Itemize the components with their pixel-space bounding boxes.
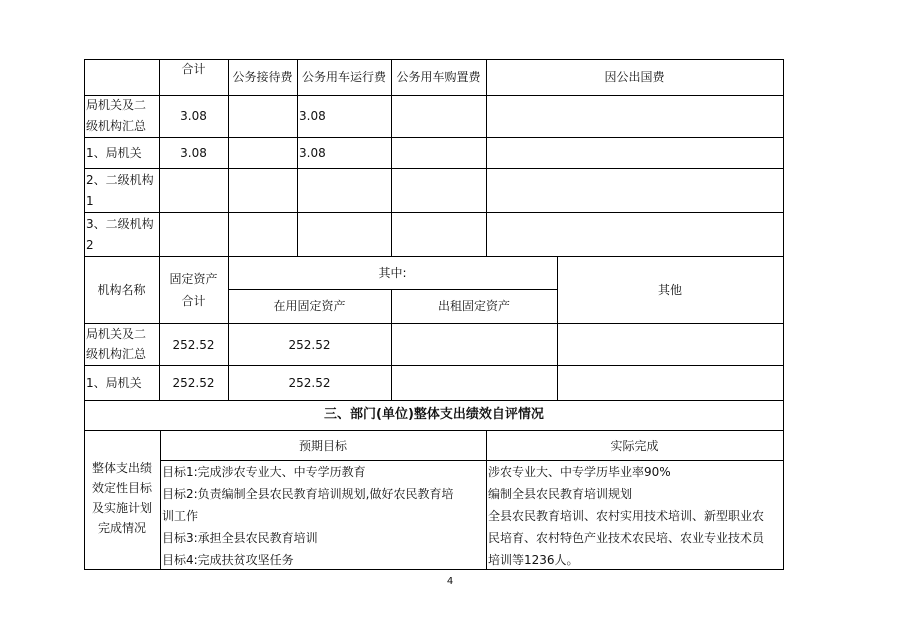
table-line (228, 289, 557, 290)
actual-line: 编制全县农民教育培训规划 (488, 487, 633, 501)
performance-label-line: 整体支出绩 (91, 461, 152, 475)
table-line (391, 59, 392, 256)
rented-header: 出租固定资产 (437, 299, 510, 313)
row-label-line: 级机构汇总 (86, 119, 147, 133)
row-label (86, 170, 159, 212)
row-label-line: 2 (86, 238, 94, 252)
cell-total: 3.08 (180, 109, 207, 123)
row-label: 1、局机关 (86, 146, 142, 160)
table-line (557, 256, 558, 400)
page-number: 4 (446, 576, 454, 587)
header-car-run: 公务用车运行费 (301, 70, 386, 84)
row-label (86, 214, 159, 256)
actual-line: 民培育、农村特色产业技术农民培、农业专业技术员 (488, 531, 765, 545)
row-label-line: 级机构汇总 (86, 347, 147, 361)
actual-line: 全县农民教育培训、农村实用技术培训、新型职业农 (488, 509, 765, 523)
table-line (84, 400, 784, 401)
expected-goals (162, 461, 486, 571)
fixed-total-line: 合计 (181, 294, 206, 308)
table-line (84, 323, 784, 324)
expected-line: 训工作 (162, 509, 199, 523)
expected-header: 预期目标 (298, 439, 347, 453)
table-line (84, 168, 784, 169)
header-reception: 公务接待费 (232, 70, 293, 84)
cell-fixed-total: 252.52 (172, 376, 215, 390)
performance-label-line: 完成情况 (97, 521, 146, 535)
table-line (84, 430, 784, 431)
table-line (84, 365, 784, 366)
actual-results (488, 461, 783, 571)
in-use-header: 在用固定资产 (273, 299, 346, 313)
performance-row-label (84, 458, 160, 538)
expected-line: 目标4:完成扶贫攻坚任务 (162, 553, 294, 567)
actual-header: 实际完成 (610, 439, 659, 453)
table-line (84, 212, 784, 213)
header-total: 合计 (181, 62, 206, 76)
row-label-line: 2、二级机构 (86, 173, 154, 187)
table-line (84, 137, 784, 138)
cell-car-run: 3.08 (299, 109, 326, 123)
cell-total: 3.08 (180, 146, 207, 160)
table-line (84, 256, 784, 257)
header-abroad: 因公出国费 (604, 70, 665, 84)
org-name-header: 机构名称 (97, 283, 146, 297)
table-line (486, 59, 487, 256)
expected-line: 目标3:承担全县农民教育培训 (162, 531, 318, 545)
fixed-total-header (159, 268, 228, 312)
actual-line: 涉农专业大、中专学历毕业率90% (488, 465, 671, 479)
actual-line: 培训等1236人。 (488, 553, 579, 567)
other-header: 其他 (657, 283, 682, 297)
row-label: 1、局机关 (86, 376, 142, 390)
expected-line: 目标2:负责编制全县农民教育培训规划,做好农民教育培 (162, 487, 454, 501)
table-line (228, 59, 229, 256)
row-label-line: 3、二级机构 (86, 217, 154, 231)
among-header: 其中: (378, 266, 407, 280)
table-line (84, 95, 784, 96)
section-title: 三、部门(单位)整体支出绩效自评情况 (324, 407, 544, 422)
row-label (86, 324, 159, 364)
header-car-buy: 公务用车购置费 (396, 70, 481, 84)
row-label-line: 1 (86, 194, 94, 208)
cell-fixed-total: 252.52 (172, 338, 215, 352)
table-line (297, 59, 298, 256)
cell-in-use: 252.52 (288, 338, 331, 352)
expected-line: 目标1:完成涉农专业大、中专学历教育 (162, 465, 366, 479)
table-line (783, 59, 784, 569)
cell-car-run: 3.08 (299, 146, 326, 160)
row-label-line: 局机关及二 (86, 98, 147, 112)
row-label-line: 局机关及二 (86, 327, 147, 341)
cell-in-use: 252.52 (288, 376, 331, 390)
row-label (86, 95, 159, 137)
performance-label-line: 效定性目标 (91, 481, 152, 495)
fixed-total-line: 固定资产 (169, 272, 218, 286)
performance-label-line: 及实施计划 (91, 501, 152, 515)
